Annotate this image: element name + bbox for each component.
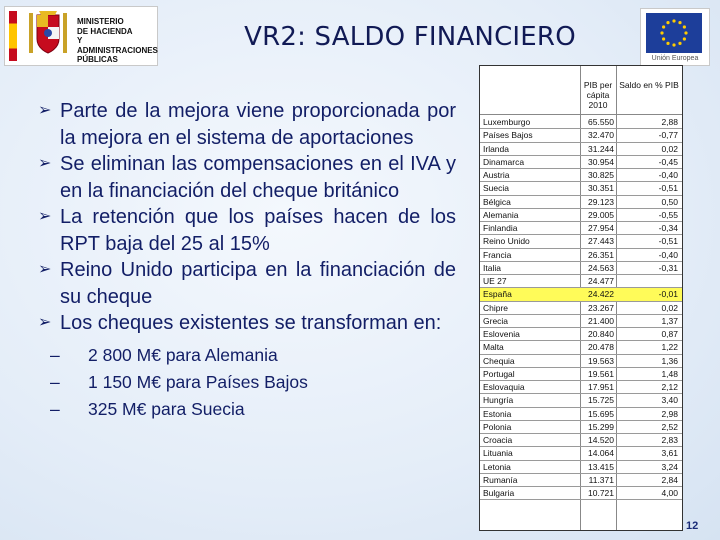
country-cell: Portugal xyxy=(483,368,515,379)
balance-cell: 1,22 xyxy=(661,342,678,353)
table-header xyxy=(480,66,682,115)
table-row xyxy=(480,249,682,262)
table-row xyxy=(480,474,682,487)
bullet-text: Los cheques existentes se transforman en: xyxy=(60,312,442,334)
spanish-flag-stripe xyxy=(9,11,17,61)
eu-star xyxy=(683,25,686,28)
balance-cell: 3,61 xyxy=(661,448,678,459)
country-cell: Francia xyxy=(483,249,512,260)
balance-cell: 1,36 xyxy=(661,355,678,366)
table-row xyxy=(480,235,682,248)
country-cell: Croacia xyxy=(483,435,513,445)
gdp-cell: 30.351 xyxy=(588,183,614,194)
gdp-cell: 30.825 xyxy=(588,170,614,180)
balance-cell: 3,24 xyxy=(661,461,678,472)
eu-star xyxy=(662,25,665,28)
eu-logo xyxy=(640,8,710,66)
bullet-item xyxy=(38,204,456,257)
eu-caption: Unión Europea xyxy=(651,55,699,62)
country-cell: Bulgaria xyxy=(483,488,515,498)
country-cell: Estonia xyxy=(483,408,512,419)
eu-flag-icon xyxy=(646,13,702,53)
country-cell: Alemania xyxy=(483,209,519,220)
arrow-bullet-icon: ➢ xyxy=(38,314,52,331)
table-row xyxy=(480,156,682,169)
arrow-bullet-icon: ➢ xyxy=(38,261,52,278)
balance-cell: -0,01 xyxy=(658,289,678,300)
table-row xyxy=(480,196,682,209)
table-row xyxy=(480,302,682,315)
eu-star xyxy=(672,43,675,46)
country-cell: Reino Unido xyxy=(483,236,530,247)
ministry-line-1: MINISTERIO xyxy=(77,17,124,26)
gdp-cell: 27.443 xyxy=(588,236,614,247)
balance-cell: 1,37 xyxy=(661,315,678,326)
table-row xyxy=(480,129,682,142)
table-row xyxy=(480,408,682,421)
table-row xyxy=(480,315,682,328)
gdp-cell: 15.695 xyxy=(588,408,614,419)
bullet-item xyxy=(38,310,456,337)
sub-bullet-text: 2 800 M€ para Alemania xyxy=(88,344,278,365)
gdp-cell: 23.267 xyxy=(588,302,614,313)
eu-star xyxy=(678,42,681,45)
sub-bullet-text: 1 150 M€ para Países Bajos xyxy=(88,371,308,392)
eu-star xyxy=(678,21,681,24)
balance-cell: -0,40 xyxy=(658,170,678,180)
table-row xyxy=(480,328,682,341)
country-cell: Bélgica xyxy=(483,196,511,207)
balance-cell: -0,31 xyxy=(658,262,678,273)
country-cell: Letonia xyxy=(483,461,511,472)
gdp-cell: 17.951 xyxy=(588,382,614,392)
country-cell: Polonia xyxy=(483,421,512,432)
country-cell: Suecia xyxy=(483,183,509,194)
country-cell: Finlandia xyxy=(483,223,518,233)
gdp-cell: 24.563 xyxy=(588,262,614,273)
header-gdp-per-capita: PIB per cápita 2010 xyxy=(583,80,613,110)
country-cell: UE 27 xyxy=(483,276,507,286)
table-row xyxy=(480,341,682,354)
gdp-cell: 20.478 xyxy=(588,342,614,353)
balance-cell: -0,45 xyxy=(658,156,678,167)
sub-bullet-item xyxy=(50,342,456,369)
table-body xyxy=(480,116,682,500)
country-cell: Irlanda xyxy=(483,143,509,154)
balance-cell: 2,98 xyxy=(661,408,678,419)
page-number: 12 xyxy=(686,520,699,532)
sub-bullet-item xyxy=(50,396,456,423)
bullet-item xyxy=(38,98,456,151)
gdp-balance-table xyxy=(479,65,683,531)
gdp-cell: 24.422 xyxy=(588,289,614,300)
table-row xyxy=(480,209,682,222)
dash-bullet: – xyxy=(50,398,60,419)
balance-cell: 2,84 xyxy=(661,474,678,485)
header-balance-pct-gdp: Saldo en % PIB xyxy=(619,80,679,90)
ministry-logo xyxy=(4,6,158,66)
balance-cell: 0,87 xyxy=(661,329,678,339)
country-cell: Lituania xyxy=(483,448,513,459)
balance-cell: 1,48 xyxy=(661,368,678,379)
balance-cell: 4,00 xyxy=(661,488,678,498)
bullet-text: La retención que los países hacen de los RPT baja del 25 al 15% xyxy=(60,206,456,255)
bullet-list xyxy=(38,98,456,423)
country-cell: Malta xyxy=(483,342,504,353)
eu-star xyxy=(666,42,669,45)
country-cell: Eslovaquia xyxy=(483,382,525,392)
table-row xyxy=(480,434,682,447)
eu-star xyxy=(660,31,663,34)
gdp-cell: 15.725 xyxy=(588,395,614,406)
balance-cell: 2,88 xyxy=(661,117,678,127)
gdp-cell: 21.400 xyxy=(588,315,614,326)
gdp-cell: 20.840 xyxy=(588,329,614,339)
ministry-line-2: DE HACIENDA xyxy=(77,26,133,36)
balance-cell: -0,77 xyxy=(658,130,678,141)
country-cell: Chequia xyxy=(483,355,515,366)
gdp-cell: 10.721 xyxy=(588,488,614,498)
country-cell: Grecia xyxy=(483,315,509,326)
balance-cell: -0,55 xyxy=(658,209,678,220)
dash-bullet: – xyxy=(50,344,60,365)
eu-star xyxy=(672,19,675,22)
country-cell: Países Bajos xyxy=(483,130,533,141)
gdp-cell: 19.563 xyxy=(588,355,614,366)
gdp-cell: 27.954 xyxy=(588,223,614,233)
arrow-bullet-icon: ➢ xyxy=(38,155,52,172)
gdp-cell: 19.561 xyxy=(588,368,614,379)
table-row xyxy=(480,275,682,288)
sub-bullet-list xyxy=(38,342,456,423)
coat-of-arms-icon xyxy=(27,11,69,61)
table-row xyxy=(480,355,682,368)
arrow-bullet-icon: ➢ xyxy=(38,102,52,119)
bullet-item xyxy=(38,257,456,310)
bullet-text: Reino Unido participa en la financiación de su cheque xyxy=(60,259,456,308)
table-row xyxy=(480,461,682,474)
bullet-text: Parte de la mejora viene proporcionada por la mejora en el sistema de aportaciones xyxy=(60,100,456,149)
bullet-item xyxy=(38,151,456,204)
eu-star xyxy=(662,37,665,40)
gdp-cell: 29.005 xyxy=(588,209,614,220)
balance-cell: 2,83 xyxy=(661,435,678,445)
table-row xyxy=(480,116,682,129)
country-cell: Luxemburgo xyxy=(483,117,531,127)
gdp-cell: 14.064 xyxy=(588,448,614,459)
table-row xyxy=(480,222,682,235)
table-row xyxy=(480,421,682,434)
balance-cell: -0,51 xyxy=(658,183,678,194)
slide-title: VR2: SALDO FINANCIERO xyxy=(244,22,576,52)
eu-star xyxy=(683,37,686,40)
bullet-text: Se eliminan las compensaciones en el IVA y en la financiación del cheque británico xyxy=(60,153,456,202)
gdp-cell: 13.415 xyxy=(588,461,614,472)
gdp-cell: 24.477 xyxy=(588,276,614,286)
table-row xyxy=(480,381,682,394)
balance-cell: -0,40 xyxy=(658,249,678,260)
country-cell: Hungría xyxy=(483,395,514,406)
balance-cell: 2,52 xyxy=(661,421,678,432)
sub-bullet-text: 325 M€ para Suecia xyxy=(88,398,245,419)
table-row xyxy=(480,288,682,301)
table-row xyxy=(480,262,682,275)
country-cell: Austria xyxy=(483,170,510,180)
ministry-line-3: Y ADMINISTRACIONES xyxy=(77,36,158,55)
gdp-cell: 31.244 xyxy=(588,143,614,154)
balance-cell: 2,12 xyxy=(661,382,678,392)
balance-cell: 0,02 xyxy=(661,143,678,154)
table-row xyxy=(480,447,682,460)
gdp-cell: 11.371 xyxy=(588,474,614,485)
table-row xyxy=(480,487,682,500)
table-row xyxy=(480,143,682,156)
gdp-cell: 30.954 xyxy=(588,156,614,167)
balance-cell: -0,51 xyxy=(658,236,678,247)
country-cell: España xyxy=(483,289,512,300)
balance-cell: 3,40 xyxy=(661,395,678,406)
eu-star xyxy=(684,31,687,34)
eu-star xyxy=(666,21,669,24)
country-cell: Rumanía xyxy=(483,474,518,485)
table-row xyxy=(480,368,682,381)
sub-bullet-item xyxy=(50,369,456,396)
country-cell: Chipre xyxy=(483,302,509,313)
gdp-cell: 15.299 xyxy=(588,421,614,432)
balance-cell: -0,34 xyxy=(658,223,678,233)
dash-bullet: – xyxy=(50,371,60,392)
gdp-cell: 29.123 xyxy=(588,196,614,207)
table-row xyxy=(480,169,682,182)
table-row xyxy=(480,182,682,195)
gdp-cell: 26.351 xyxy=(588,249,614,260)
balance-cell: 0,50 xyxy=(661,196,678,207)
country-cell: Eslovenia xyxy=(483,329,520,339)
ministry-line-4: PÚBLICAS xyxy=(77,55,118,64)
ministry-name xyxy=(77,17,157,65)
gdp-cell: 14.520 xyxy=(588,435,614,445)
gdp-cell: 32.470 xyxy=(588,130,614,141)
country-cell: Dinamarca xyxy=(483,156,525,167)
gdp-cell: 65.550 xyxy=(588,117,614,127)
country-cell: Italia xyxy=(483,262,501,273)
balance-cell: 0,02 xyxy=(661,302,678,313)
table-row xyxy=(480,394,682,407)
arrow-bullet-icon: ➢ xyxy=(38,208,52,225)
